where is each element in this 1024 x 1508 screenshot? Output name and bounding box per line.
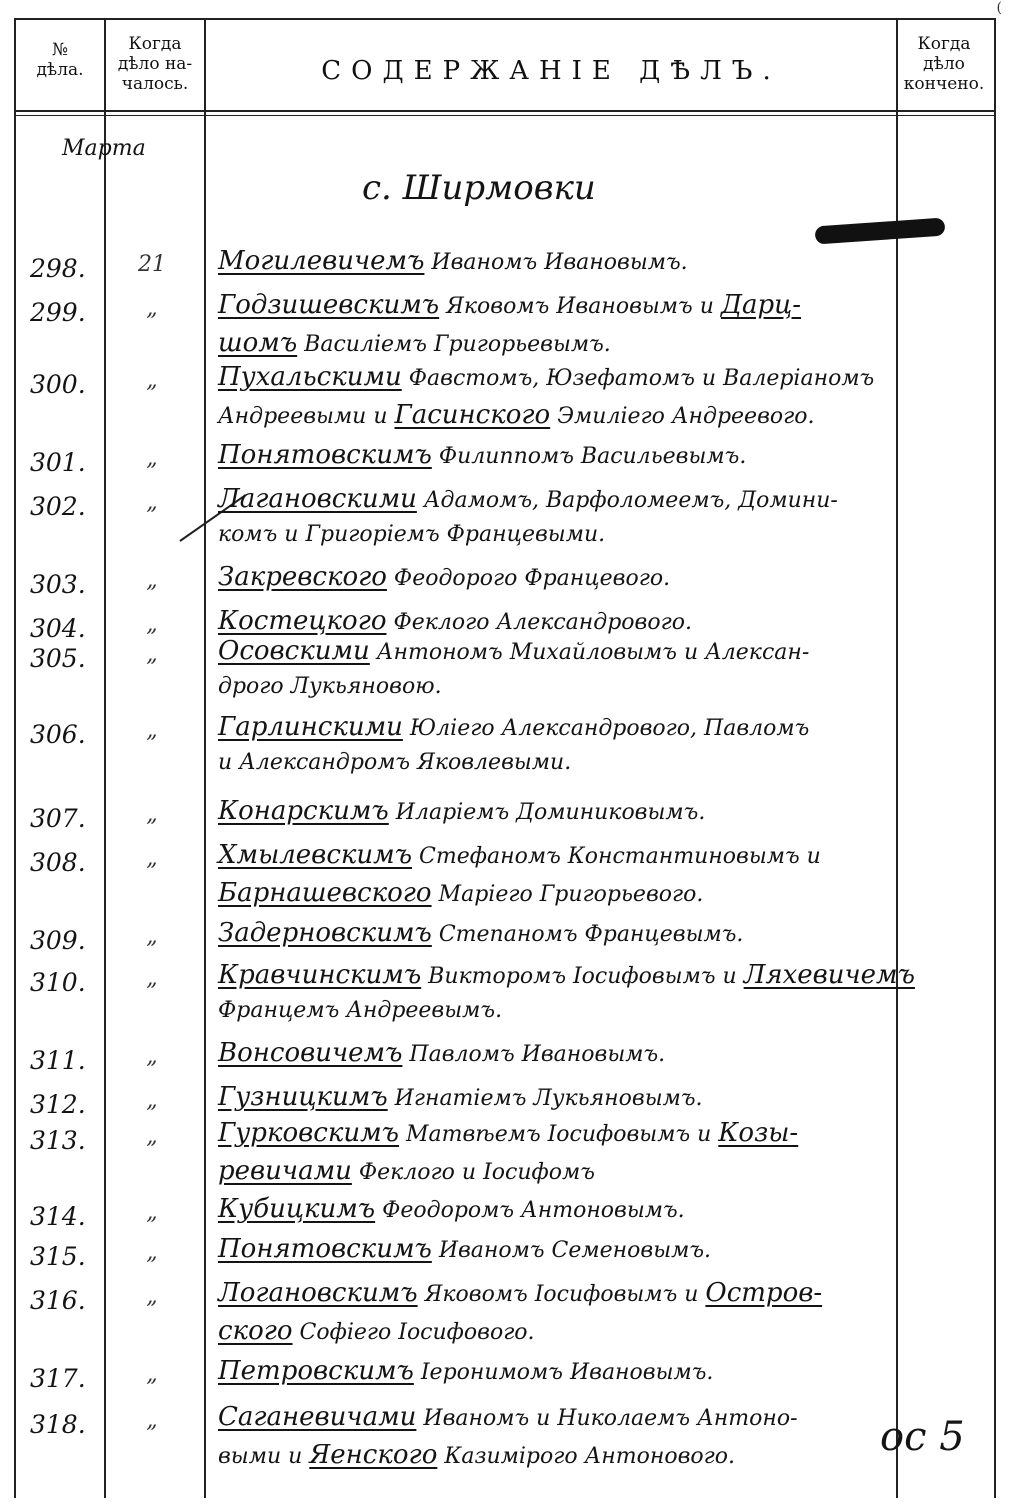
- header-start-date-line1: Когда: [128, 34, 182, 54]
- case-text-line: [218, 878, 908, 908]
- header-case-number-line2: дѣла.: [36, 60, 84, 80]
- case-text-line: [218, 674, 908, 699]
- text-fragment: Иваномъ Семеновымъ.: [431, 1238, 712, 1263]
- text-fragment: выми и: [218, 1444, 310, 1469]
- case-text-line: [218, 400, 908, 430]
- case-number: 311.: [30, 1046, 86, 1075]
- case-start-date: „: [146, 612, 158, 637]
- surname: Гурковскимъ: [218, 1118, 399, 1148]
- case-text-line: [218, 960, 915, 990]
- text-fragment: Яковомъ Іосифовымъ и: [417, 1282, 706, 1307]
- surname: Осовскими: [218, 636, 370, 666]
- case-text-line: [218, 246, 908, 276]
- village-heading: с. Ширмовки: [362, 168, 596, 208]
- text-fragment: Иларіемъ Доминиковымъ.: [388, 800, 706, 825]
- text-fragment: Антономъ Михайловымъ и Алексан-: [369, 640, 810, 665]
- surname: Вонсовичемъ: [218, 1038, 403, 1068]
- text-fragment: и Александромъ Яковлевыми.: [218, 750, 572, 775]
- surname: Гасинского: [394, 400, 551, 430]
- case-text-line: [218, 1156, 908, 1186]
- surname: Яенского: [309, 1440, 438, 1470]
- case-number: 301.: [30, 448, 86, 477]
- surname: Петровскимъ: [218, 1356, 414, 1386]
- case-start-date: „: [146, 1044, 158, 1069]
- text-fragment: Францемъ Андреевымъ.: [218, 998, 503, 1023]
- surname: Козы-: [718, 1118, 799, 1148]
- month-label: Марта: [62, 136, 146, 161]
- corner-mark: (: [996, 0, 1002, 16]
- case-number: 316.: [30, 1286, 86, 1315]
- case-text-line: [218, 1356, 908, 1386]
- header-rule-double: [14, 115, 994, 116]
- case-number: 304.: [30, 614, 86, 643]
- header-start-date-line3: чалось.: [121, 74, 189, 94]
- surname: Задерновскимъ: [218, 918, 432, 948]
- case-start-date: „: [146, 1362, 158, 1387]
- text-fragment: Матвѣемъ Іосифовымъ и: [398, 1122, 719, 1147]
- case-start-date: „: [146, 1124, 158, 1149]
- text-fragment: комъ и Григоріемъ Францевыми.: [218, 522, 606, 547]
- surname: Гузницкимъ: [218, 1082, 388, 1112]
- text-fragment: Казимірого Антонового.: [437, 1444, 736, 1469]
- surname: Саганевичами: [218, 1402, 417, 1432]
- surname: Хмылевскимъ: [218, 840, 413, 870]
- case-start-date: „: [146, 802, 158, 827]
- case-start-date: „: [146, 568, 158, 593]
- header-case-number: [16, 40, 104, 80]
- case-start-date: „: [146, 1408, 158, 1433]
- text-fragment: Феодоромъ Антоновымъ.: [375, 1198, 685, 1223]
- text-fragment: Игнатіемъ Лукьяновымъ.: [387, 1086, 703, 1111]
- text-fragment: Софіего Іосифового.: [292, 1320, 535, 1345]
- surname: Логановскимъ: [218, 1278, 418, 1308]
- surname: Лагановскими: [218, 484, 417, 514]
- case-start-date: „: [146, 1240, 158, 1265]
- case-number: 298.: [30, 254, 86, 283]
- case-start-date: „: [146, 642, 158, 667]
- case-start-date: „: [146, 846, 158, 871]
- text-fragment: Филиппомъ Васильевымъ.: [431, 444, 747, 469]
- case-start-date: „: [146, 368, 158, 393]
- surname: Конарскимъ: [218, 796, 389, 826]
- case-number: 312.: [30, 1090, 86, 1119]
- case-start-date: 21: [138, 252, 166, 277]
- case-number: 309.: [30, 926, 86, 955]
- case-text-line: [218, 1402, 908, 1432]
- case-number: 305.: [30, 644, 86, 673]
- text-fragment: Феодорого Францевого.: [386, 566, 671, 591]
- header-case-number-line1: №: [51, 40, 69, 60]
- text-fragment: Иваномъ Ивановымъ.: [424, 250, 688, 275]
- case-start-date: „: [146, 1088, 158, 1113]
- case-text-line: [218, 290, 908, 320]
- text-fragment: Андреевыми и: [218, 404, 395, 429]
- case-text-line: [218, 328, 908, 358]
- text-fragment: Маріего Григорьевого.: [431, 882, 704, 907]
- text-fragment: Фавстомъ, Юзефатомъ и Валеріаномъ: [401, 366, 875, 391]
- case-text-line: [218, 750, 908, 775]
- header-end-date-line2: дѣло: [923, 54, 965, 74]
- case-number: 314.: [30, 1202, 86, 1231]
- header-start-date: [106, 34, 204, 94]
- text-fragment: Юліего Александрового, Павломъ: [402, 716, 810, 741]
- surname: Кравчинскимъ: [218, 960, 422, 990]
- case-number: 318.: [30, 1410, 86, 1439]
- case-text-line: [218, 712, 908, 742]
- surname: Ляхевичемъ: [743, 960, 915, 990]
- surname: Остров-: [705, 1278, 823, 1308]
- text-fragment: Стефаномъ Константиновымъ и: [412, 844, 821, 869]
- case-start-date: „: [146, 718, 158, 743]
- case-start-date: „: [146, 924, 158, 949]
- case-text-line: [218, 1118, 908, 1148]
- header-title: СОДЕРЖАНІЕ ДѢЛЪ.: [321, 56, 781, 86]
- case-text-line: [218, 1038, 908, 1068]
- case-text-line: [218, 362, 908, 392]
- text-fragment: Степаномъ Францевымъ.: [431, 922, 744, 947]
- case-number: 308.: [30, 848, 86, 877]
- case-text-line: [218, 1278, 908, 1308]
- case-start-date: „: [146, 1284, 158, 1309]
- case-text-line: [218, 796, 908, 826]
- end-annotation: ос 5: [880, 1414, 965, 1460]
- surname: Гарлинскими: [218, 712, 403, 742]
- case-text-line: [218, 636, 908, 666]
- surname: Пухальскими: [218, 362, 402, 392]
- text-fragment: Викторомъ Іосифовымъ и: [421, 964, 744, 989]
- case-number: 317.: [30, 1364, 86, 1393]
- case-start-date: „: [146, 446, 158, 471]
- case-number: 302.: [30, 492, 86, 521]
- header-rule: [14, 110, 994, 112]
- surname: Понятовскимъ: [218, 440, 432, 470]
- text-fragment: дрого Лукьяновою.: [218, 674, 442, 699]
- case-text-line: [218, 484, 908, 514]
- surname: Понятовскимъ: [218, 1234, 432, 1264]
- case-text-line: [218, 1440, 908, 1470]
- surname: шомъ: [218, 328, 298, 358]
- header-end-date-line1: Когда: [917, 34, 971, 54]
- case-start-date: „: [146, 490, 158, 515]
- text-fragment: Иваномъ и Николаемъ Антоно-: [416, 1406, 798, 1431]
- case-text-line: [218, 522, 908, 547]
- case-number: 306.: [30, 720, 86, 749]
- case-number: 303.: [30, 570, 86, 599]
- text-fragment: Феклого и Іосифомъ: [351, 1160, 595, 1185]
- text-fragment: Яковомъ Ивановымъ и: [439, 294, 721, 319]
- header-end-date-line3: кончено.: [903, 74, 985, 94]
- column-divider-number: [104, 18, 106, 1498]
- case-number: 315.: [30, 1242, 86, 1271]
- case-start-date: „: [146, 1200, 158, 1225]
- text-fragment: Феклого Александрового.: [386, 610, 692, 635]
- surname: Барнашевского: [218, 878, 432, 908]
- case-text-line: [218, 840, 908, 870]
- case-text-line: [218, 606, 908, 636]
- surname: Годзишевскимъ: [218, 290, 440, 320]
- surname: Дарц-: [720, 290, 802, 320]
- text-fragment: Павломъ Ивановымъ.: [402, 1042, 666, 1067]
- case-number: 300.: [30, 370, 86, 399]
- case-number: 299.: [30, 298, 86, 327]
- text-fragment: Василіемъ Григорьевымъ.: [297, 332, 611, 357]
- surname: Костецкого: [218, 606, 387, 636]
- case-number: 307.: [30, 804, 86, 833]
- case-start-date: „: [146, 966, 158, 991]
- surname: Кубицкимъ: [218, 1194, 376, 1224]
- case-text-line: [218, 562, 908, 592]
- case-text-line: [218, 1082, 908, 1112]
- case-number: 313.: [30, 1126, 86, 1155]
- case-text-line: [218, 1194, 908, 1224]
- case-number: 310.: [30, 968, 86, 997]
- surname: ревичами: [218, 1156, 352, 1186]
- case-text-line: [218, 440, 908, 470]
- text-fragment: Адамомъ, Варфоломеемъ, Домини-: [416, 488, 838, 513]
- text-fragment: Эмиліего Андреевого.: [550, 404, 815, 429]
- surname: Могилевичемъ: [218, 246, 425, 276]
- header-start-date-line2: дѣло на-: [117, 54, 193, 74]
- case-text-line: [218, 998, 908, 1023]
- surname: ского: [218, 1316, 293, 1346]
- surname: Закревского: [218, 562, 387, 592]
- column-divider-start-date: [204, 18, 206, 1498]
- header-end-date: [898, 34, 990, 94]
- case-text-line: [218, 1316, 908, 1346]
- case-text-line: [218, 918, 908, 948]
- case-text-line: [218, 1234, 908, 1264]
- case-start-date: „: [146, 296, 158, 321]
- text-fragment: Іеронимомъ Ивановымъ.: [413, 1360, 714, 1385]
